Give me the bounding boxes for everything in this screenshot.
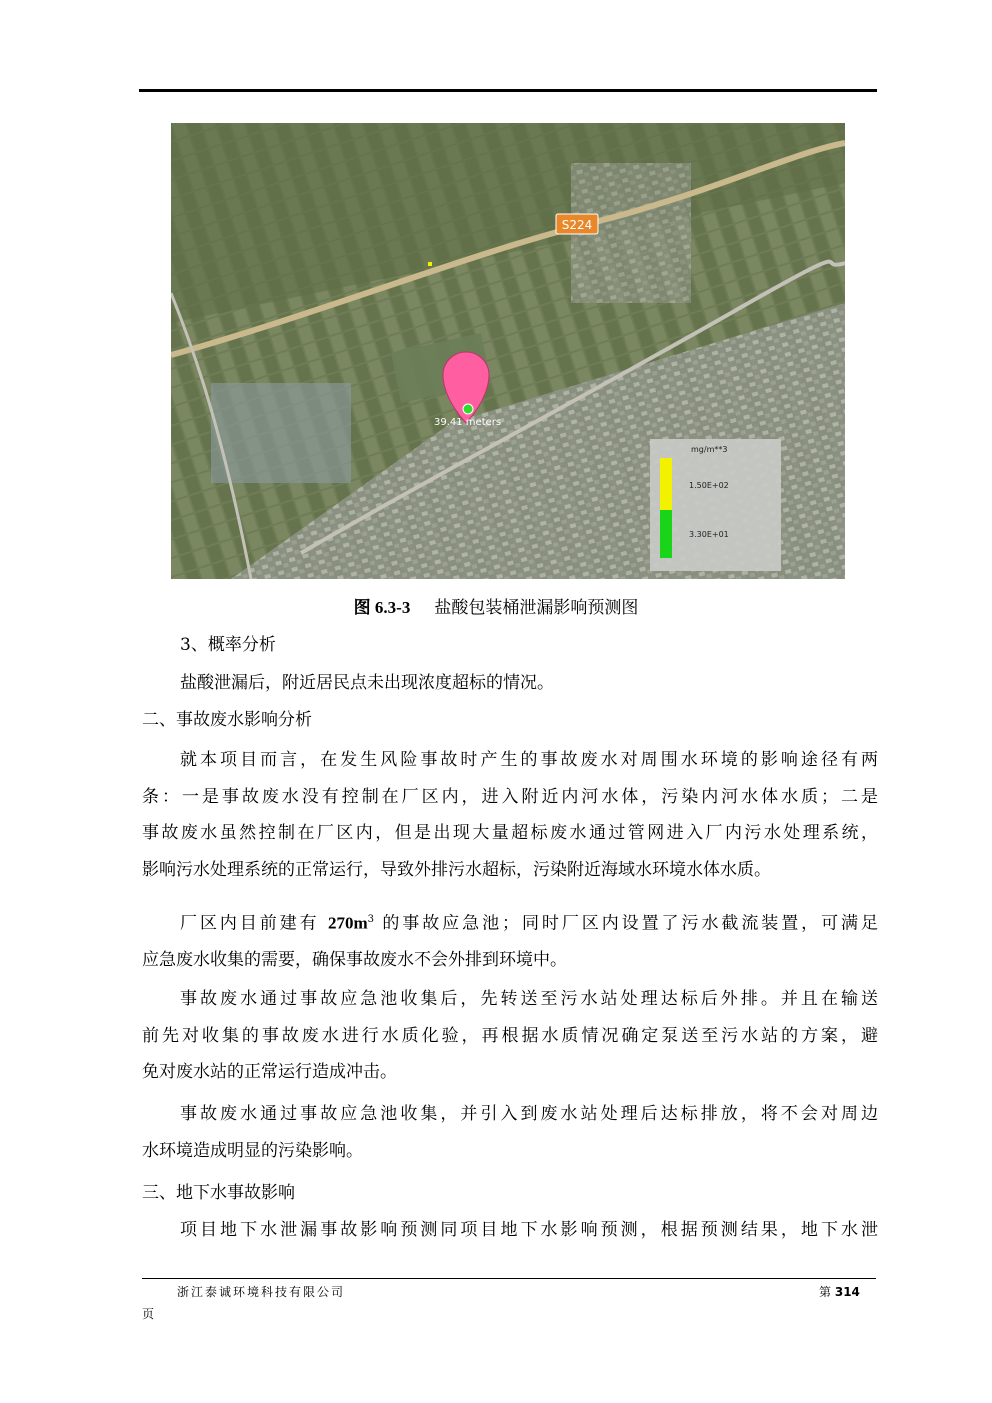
footer-rule [142, 1278, 876, 1279]
paragraph-line: 应急废水收集的需要，确保事故废水不会外排到环境中。 [142, 950, 567, 971]
legend-label-low: 3.30E+01 [689, 530, 729, 539]
factory-roofs [211, 383, 351, 483]
legend-swatch-low [660, 510, 672, 558]
yellow-point [428, 262, 432, 266]
paragraph-line: 条：一是事故废水没有控制在厂区内，进入附近内河水体，污染内河水体水质；二是 [142, 786, 878, 807]
caption-text: 盐酸包装桶泄漏影响预测图 [434, 598, 639, 618]
distance-label: 39.41 meters [434, 417, 502, 428]
section-3-heading: 3、概率分析 [180, 635, 276, 655]
legend-label-high: 1.50E+02 [689, 481, 729, 490]
pool-volume: 270m [327, 913, 368, 933]
paragraph-1 [142, 742, 878, 888]
paragraph-line: 前先对收集的事故废水进行水质化验，再根据水质情况确定泵送至污水站的方案，避 [142, 1025, 878, 1046]
figure-caption [0, 593, 992, 618]
paragraph-4 [142, 1096, 878, 1169]
paragraph-line: 事故废水通过事故应急池收集，并引入到废水站处理后达标排放，将不会对周边 [180, 1104, 878, 1124]
caption-number: 图 6.3-3 [353, 598, 411, 617]
footer-page-suffix: 页 [142, 1307, 155, 1321]
footer-page-number: 第 314 [819, 1285, 860, 1299]
road-shield-label: S224 [561, 218, 593, 232]
paragraph-line: 水环境造成明显的污染影响。 [142, 1140, 363, 1161]
paragraph-5: 项目地下水泄漏事故影响预测同项目地下水影响预测，根据预测结果，地下水泄 [180, 1220, 878, 1240]
legend-unit: mg/m**3 [691, 445, 728, 454]
satellite-map-figure [171, 123, 845, 579]
header-rule [139, 89, 877, 92]
section-3-text: 盐酸泄漏后，附近居民点未出现浓度超标的情况。 [180, 673, 554, 693]
paragraph-2 [142, 902, 878, 979]
section-2-heading: 二、事故废水影响分析 [142, 710, 312, 730]
paragraph-3 [142, 981, 878, 1091]
section-3b-heading: 三、地下水事故影响 [142, 1183, 295, 1203]
paragraph-line: 免对废水站的正常运行造成冲击。 [142, 1062, 397, 1082]
paragraph-line: 厂区内目前建有 $270m^3$ 的事故应急池；同时厂区内设置了污水截流装置，可满足 [180, 913, 878, 934]
footer-company: 浙江泰诚环境科技有限公司 [177, 1285, 346, 1299]
legend-swatch-high [660, 458, 672, 510]
concentration-legend [650, 439, 781, 571]
satellite-map [171, 123, 845, 579]
paragraph-line: 就本项目而言，在发生风险事故时产生的事故废水对周围水环境的影响途径有两 [180, 750, 878, 770]
source-point-icon [463, 404, 473, 414]
paragraph-line: 事故废水通过事故应急池收集后，先转送至污水站处理达标后外排。并且在输送 [180, 989, 878, 1009]
paragraph-line: 影响污水处理系统的正常运行，导致外排污水超标，污染附近海域水环境水体水质。 [142, 859, 771, 880]
paragraph-line: 事故废水虽然控制在厂区内，但是出现大量超标废水通过管网进入厂内污水处理系统， [142, 823, 878, 843]
